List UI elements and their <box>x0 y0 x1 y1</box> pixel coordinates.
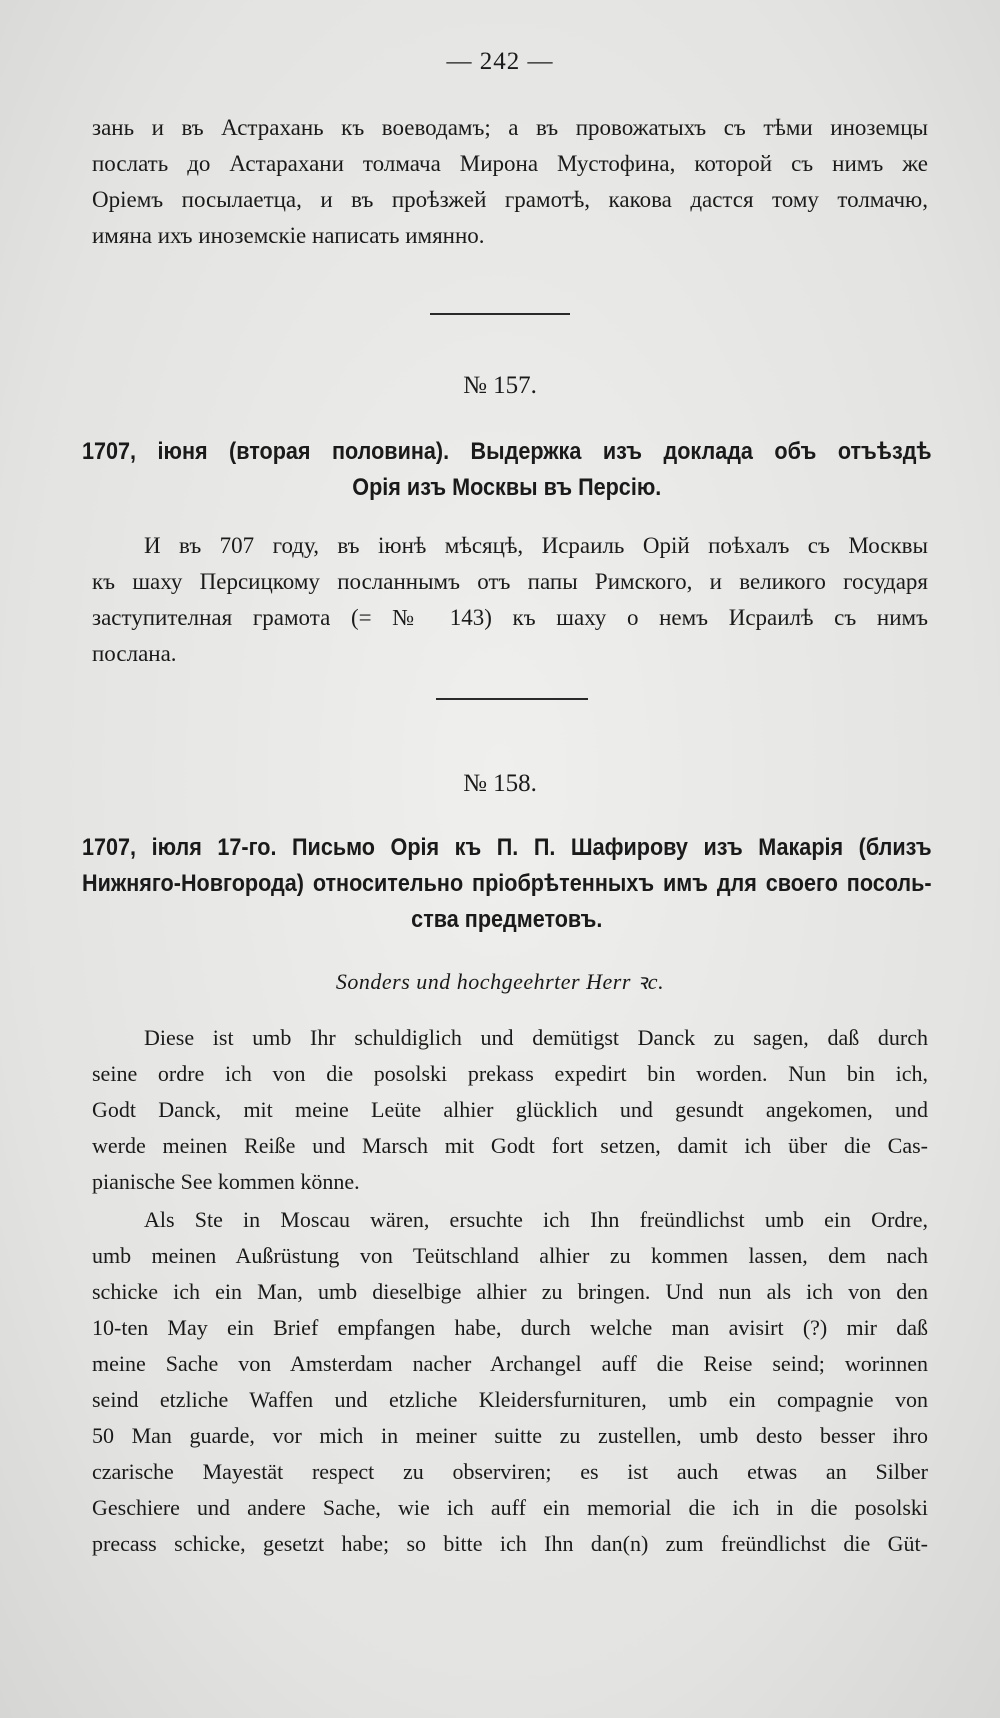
text-line: werde meinen Reiße und Marsch mit Godt fort setzen, damit ich über die Cas- <box>92 1133 928 1158</box>
heading-line: 1707, іюля 17-го. Письмо Орія къ П. П. Шафирову изъ Макарія (близъ <box>82 834 932 861</box>
letter-paragraph-1 <box>92 1020 928 1200</box>
text-line: seine ordre ich von die posolski prekass expedirt bin worden. Nun bin ich, <box>92 1061 928 1086</box>
text-line: seind etzliche Waffen und etzliche Kleidersfurnituren, umb ein compagnie von <box>92 1387 928 1412</box>
text-line: meine Sache von Amsterdam nacher Archangel auff die Reise seind; worinnen <box>92 1351 928 1376</box>
text-line: Diese ist umb Ihr schuldiglich und demütigst Danck zu sagen, daß durch <box>144 1025 928 1050</box>
text-line: къ шаху Персицкому посланнымъ отъ папы Римского, и великого государя <box>92 569 928 594</box>
heading-line: ства предметовъ. <box>411 906 603 933</box>
text-line: umb meinen Außrüstung von Teütschland alhier zu kommen lassen, dem nach <box>92 1243 928 1268</box>
document-body-157 <box>92 528 928 672</box>
text-line: precass schicke, gesetzt habe; so bitte ich Ihn dan(n) zum freündlichst die Güt- <box>92 1531 928 1556</box>
text-line: 50 Man guarde, vor mich in meiner suitte zu zustellen, umb desto besser ihro <box>92 1423 928 1448</box>
document-heading-158 <box>82 830 932 938</box>
page-number: — 242 — <box>446 48 554 75</box>
section-divider <box>430 313 570 315</box>
document-number-157: № 157. <box>463 372 537 399</box>
heading-line: Орія изъ Москвы въ Персію. <box>352 474 662 501</box>
text-line: зань и въ Астрахань къ воеводамъ; а въ провожатыхъ съ тѣми иноземцы <box>92 115 928 140</box>
letter-paragraph-2 <box>92 1202 928 1562</box>
text-line: schicke ich ein Man, umb dieselbige alhier zu bringen. Und nun als ich von den <box>92 1279 928 1304</box>
heading-line: Нижняго-Новгорода) относительно пріобрѣтенныхъ имъ для своего посоль- <box>82 870 932 897</box>
intro-paragraph <box>92 110 928 254</box>
text-line: имяна ихъ иноземскіе написать имянно. <box>92 223 485 248</box>
text-line: послать до Астарахани толмача Мирона Мустофина, которой съ нимъ же <box>92 151 928 176</box>
document-number-158: № 158. <box>463 770 537 797</box>
text-line: послана. <box>92 641 177 666</box>
letter-salutation: Sonders und hochgeehrter Herr ꝛc. <box>335 969 665 994</box>
text-line: заступителная грамота (= № 143) къ шаху о немъ Исраилѣ съ нимъ <box>92 605 928 630</box>
text-line: И въ 707 году, въ іюнѣ мѣсяцѣ, Исраиль Орій поѣхалъ съ Москвы <box>144 533 928 558</box>
text-line: pianische See kommen könne. <box>92 1169 360 1194</box>
document-heading-157 <box>82 434 932 506</box>
text-line: Оріемъ посылаетца, и въ проѣзжей грамотѣ, какова дастся тому толмачю, <box>92 187 928 212</box>
heading-line: 1707, іюня (вторая половина). Выдержка изъ доклада объ отъѣздѣ <box>82 438 932 465</box>
section-divider <box>436 698 588 700</box>
text-line: Godt Danck, mit meine Leüte alhier glücklich und gesundt angekomen, und <box>92 1097 928 1122</box>
text-line: czarische Mayestät respect zu observiren; es ist auch etwas an Silber <box>92 1459 928 1484</box>
text-line: 10-ten May ein Brief empfangen habe, durch welche man avisirt (?) mir daß <box>92 1315 928 1340</box>
text-line: Geschiere und andere Sache, wie ich auff ein memorial die ich in die posolski <box>92 1495 928 1520</box>
text-line: Als Ste in Moscau wären, ersuchte ich Ihn freündlichst umb ein Ordre, <box>144 1207 928 1232</box>
